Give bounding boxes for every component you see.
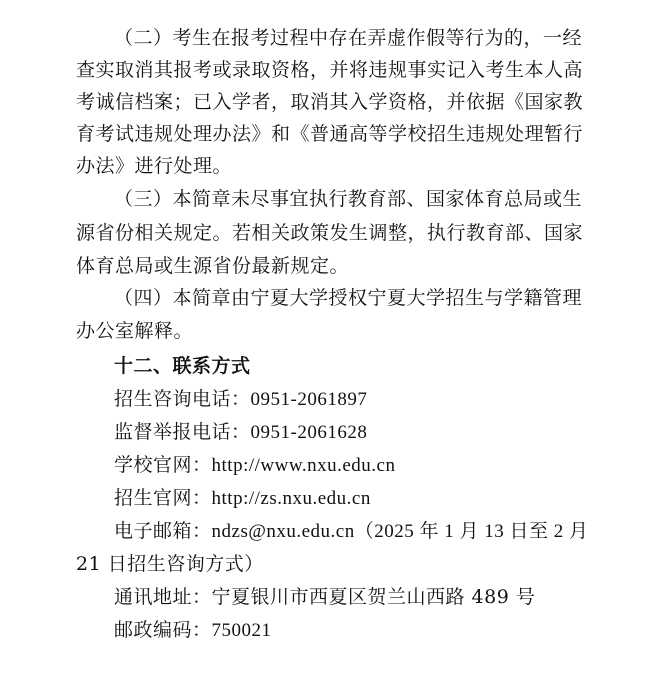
clause-2-line-2: 查实取消其报考或录取资格，并将违规事实记入考生本人高 xyxy=(76,59,584,81)
clause-4-line-2: 办公室解释。 xyxy=(76,320,194,342)
clause-3-line-3: 体育总局或生源省份最新规定。 xyxy=(76,255,350,277)
school-site-link[interactable]: http://www.nxu.edu.cn xyxy=(211,455,396,476)
email-row xyxy=(114,519,588,544)
postcode-row xyxy=(114,618,272,643)
supervise-phone-label: 监督举报电话： xyxy=(114,421,251,443)
email-note-continuation: 21 日招生咨询方式） xyxy=(76,553,264,575)
clause-3-line-1: （三）本简章未尽事宜执行教育部、国家体育总局或生 xyxy=(114,188,583,210)
supervise-phone-row xyxy=(114,420,367,445)
admission-phone-row xyxy=(114,387,367,412)
email-value[interactable]: ndzs@nxu.edu.cn（2025 年 1 月 13 日至 2 月 xyxy=(211,521,589,542)
clause-4-line-1: （四）本简章由宁夏大学授权宁夏大学招生与学籍管理 xyxy=(114,287,583,309)
email-label: 电子邮箱： xyxy=(114,520,212,542)
clause-2-line-1: （二）考生在报考过程中存在弄虚作假等行为的，一经 xyxy=(114,27,583,49)
admission-phone-label: 招生咨询电话： xyxy=(114,388,251,410)
clause-2-line-4: 育考试违规处理办法》和《普通高等学校招生违规处理暂行 xyxy=(76,123,584,145)
school-site-row xyxy=(114,453,395,478)
school-site-label: 学校官网： xyxy=(114,454,212,476)
clause-2-line-3: 考诚信档案；已入学者，取消其入学资格，并依据《国家教 xyxy=(76,91,584,113)
address-row xyxy=(114,585,535,609)
postcode-value: 750021 xyxy=(211,620,272,641)
address-value: 宁夏银川市西夏区贺兰山西路 489 号 xyxy=(211,586,536,608)
admission-phone-value: 0951-2061897 xyxy=(250,389,368,410)
postcode-label: 邮政编码： xyxy=(114,619,212,641)
supervise-phone-value: 0951-2061628 xyxy=(250,422,368,443)
section-heading: 十二、联系方式 xyxy=(114,355,251,377)
admission-site-link[interactable]: http://zs.nxu.edu.cn xyxy=(211,488,371,509)
address-label: 通讯地址： xyxy=(114,586,212,608)
clause-2-line-5: 办法》进行处理。 xyxy=(76,155,233,177)
admission-site-row xyxy=(114,486,371,511)
clause-3-line-2: 源省份相关规定。若相关政策发生调整，执行教育部、国家 xyxy=(76,222,584,244)
admission-site-label: 招生官网： xyxy=(114,487,212,509)
